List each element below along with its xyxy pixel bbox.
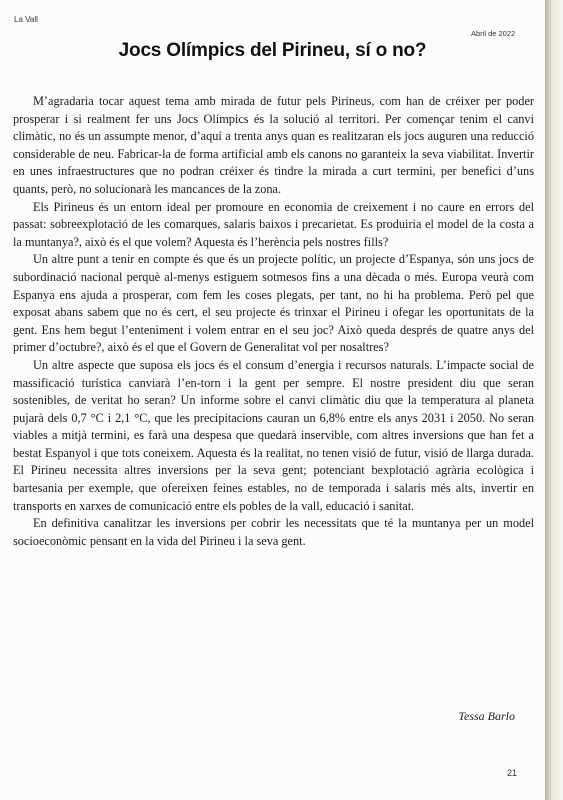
page-number: 21 <box>507 768 518 778</box>
article-body <box>13 93 534 550</box>
paragraph: Un altre punt a tenir en compte és que és un projecte polític, un projecte d’Espanya, són uns jocs de subordinació nacional perquè al-menys estiguem sotmesos fins a una dècada o més. Europa veurà com Espanya ens ajuda a prosperar, com fem les coses plegats, per tant, no hi ha problema. Però pel que exposat abans sabem que no és cert, el seu projecte és trinxar el Pirineu i ofegar les oportunitats de la gent. Ens hem begut l’enteniment i volem entrar en el seu joc? Això queda després de quatre anys del primer d’octubre?, això és el que el Govern de Generalitat vol per nosaltres? <box>13 252 534 355</box>
article-title: Jocs Olímpics del Pirineu, sí o no? <box>118 40 427 61</box>
publication-name: La Vall <box>14 15 38 24</box>
paragraph: En definitiva canalitzar les inversions per cobrir les necessitats que té la muntanya per un model socioeconòmic pensant en la vida del Pirineu i la seva gent. <box>13 516 534 548</box>
paragraph: Els Pirineus és un entorn ideal per promoure en economia de creixement i no caure en errors del passat: sobreexplotació de les comarques, salaris baixos i precarietat. Es produiria el model de la costa a la muntanya?, això és el que volem? Aquesta és l’herència pels nostres fills? <box>13 199 534 249</box>
binding-edge <box>545 0 563 800</box>
paragraph: Un altre aspecte que suposa els jocs és el consum d’energia i recursos naturals. L’impacte social de massificació turística canviarà l’en-torn i la gent per sempre. El nostre president diu que seran sostenibles, de veritat ho seran? Un informe sobre el canvi climàtic diu que la temperatura al planeta pujarà dels 0,7 °C i 2,1 °C, que les precipitacions cauran un 6,8% entre els anys 2031 i 2050. No seran viables a mitjà termini, es farà una despesa que quedarà inservible, com altres inversions que han fet a bestat Espanyol i que tots coneixem. Aquesta és la realitat, no tenen visió de futur, visió de llarga durada. El Pirineu necessita altres inversions per la seva gent; potenciant bexplotació agrària ecològica i bartesania per exemple, que ofereixen feines estables, no de temporada i salaris més alts, invertir en transports en xarxes de comunicació entre els pobles de la vall, educació i sanitat. <box>13 357 534 513</box>
paragraph: M’agradaria tocar aquest tema amb mirada de futur pels Pirineus, com han de créixer per poder prosperar i si realment fer uns Jocs Olímpics és la solució al territori. Per començar tenim el canvi climàtic, no és un assumpte menor, d’aquí a trenta anys quan es realitzaran els jocs auguren una reducció considerable de neu. Fabricar-la de forma artificial amb els canons no garanteix la seva viabilitat. Invertir en unes infraestructures que no podran créixer és tindre la mirada a curt termini, per benefici d’uns quants, però, no solucionarà les mancances de la zona. <box>13 94 534 196</box>
issue-date: Abril de 2022 <box>471 29 516 38</box>
author-signature: Tessa Barlo <box>458 709 515 723</box>
